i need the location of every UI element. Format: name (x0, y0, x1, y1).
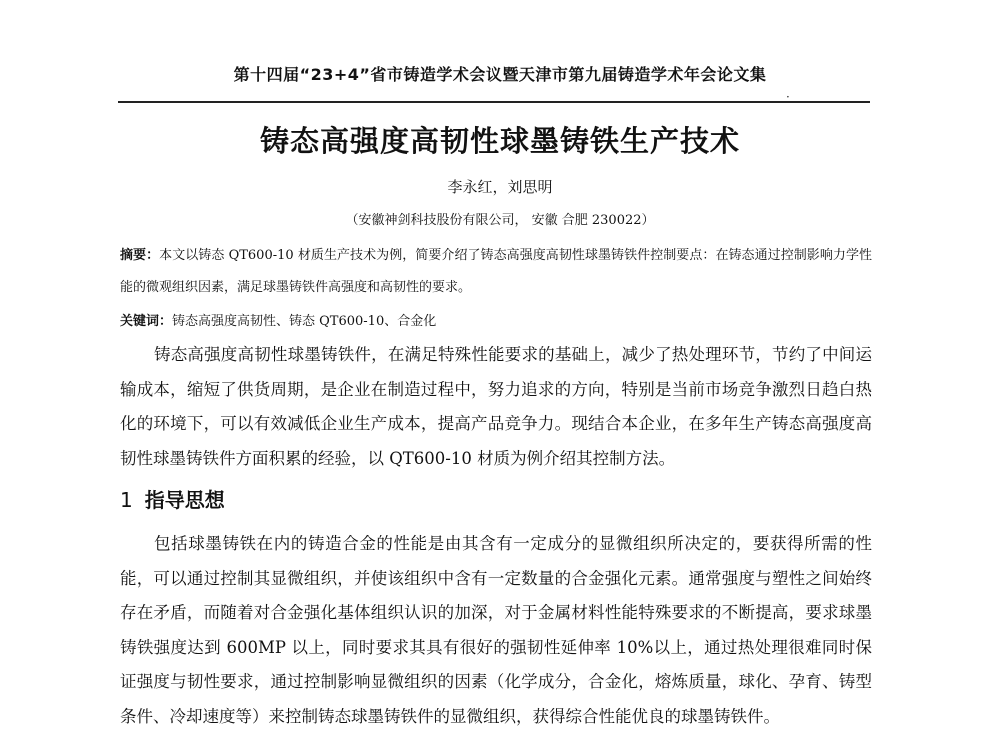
keywords (120, 312, 872, 332)
paper-authors: 李永红，刘思明 (447, 178, 553, 196)
section-paragraph: 包括球墨铸铁在内的铸造合金的性能是由其含有一定成分的显微组织所决定的，要获得所需的性能，可以通过控制其显微组织，并使该组织中含有一定数量的合金强化元素。通常强度与塑性之间始终存在矛盾，而随着对合金强化基体组织认识的加深，对于金属材料性能特殊要求的不断提高，要求球墨铸铁强度达到 600MP 以上，同时要求其具有很好的强韧性延伸率 10%以上，通过热处理很难同时保证强度与韧性要求，通过控制影响显微组织的因素（化学成分，合金化，熔炼质量，球化、孕育、铸型条件、冷却速度等）来控制铸态球墨铸铁件的显微组织，获得综合性能优良的球墨铸铁件。 (120, 534, 872, 726)
keywords-text: 铸态高强度高韧性、铸态 QT600-10、合金化 (172, 314, 437, 329)
paper-affiliation: （安徽神剑科技股份有限公司， 安徽 合肥 230022） (345, 213, 655, 228)
abstract (120, 240, 872, 304)
keywords-label: 关键词： (120, 314, 173, 329)
paper-title: 铸态高强度高韧性球墨铸铁生产技术 (259, 124, 740, 158)
intro-paragraph: 铸态高强度高韧性球墨铸铁件，在满足特殊性能要求的基础上，减少了热处理环节，节约了中间运输成本，缩短了供货周期，是企业在制造过程中，努力追求的方向，特别是当前市场竞争激烈日趋白热化的环境下，可以有效减低企业生产成本，提高产品竞争力。现结合本企业，在多年生产铸态高强度高韧性球墨铸铁件方面积累的经验，以 QT600-10 材质为例介绍其控制方法。 (120, 345, 872, 468)
section-number: 1 (120, 488, 133, 512)
section-title: 指导思想 (144, 488, 225, 512)
proceedings-header: 第十四届“23+4”省市铸造学术会议暨天津市第九届铸造学术年会论文集 (233, 65, 767, 84)
abstract-text: 本文以铸态 QT600-10 材质生产技术为例，简要介绍了铸态高强度高韧性球墨铸铁件控制要点：在铸态通过控制影响力学性能的微观组织因素，满足球墨铸铁件高强度和高韧性的要求。 (120, 248, 872, 295)
abstract-label: 摘要： (120, 248, 160, 263)
header-rule (118, 101, 870, 103)
scan-speck: · (786, 90, 790, 104)
section-heading (120, 484, 225, 513)
